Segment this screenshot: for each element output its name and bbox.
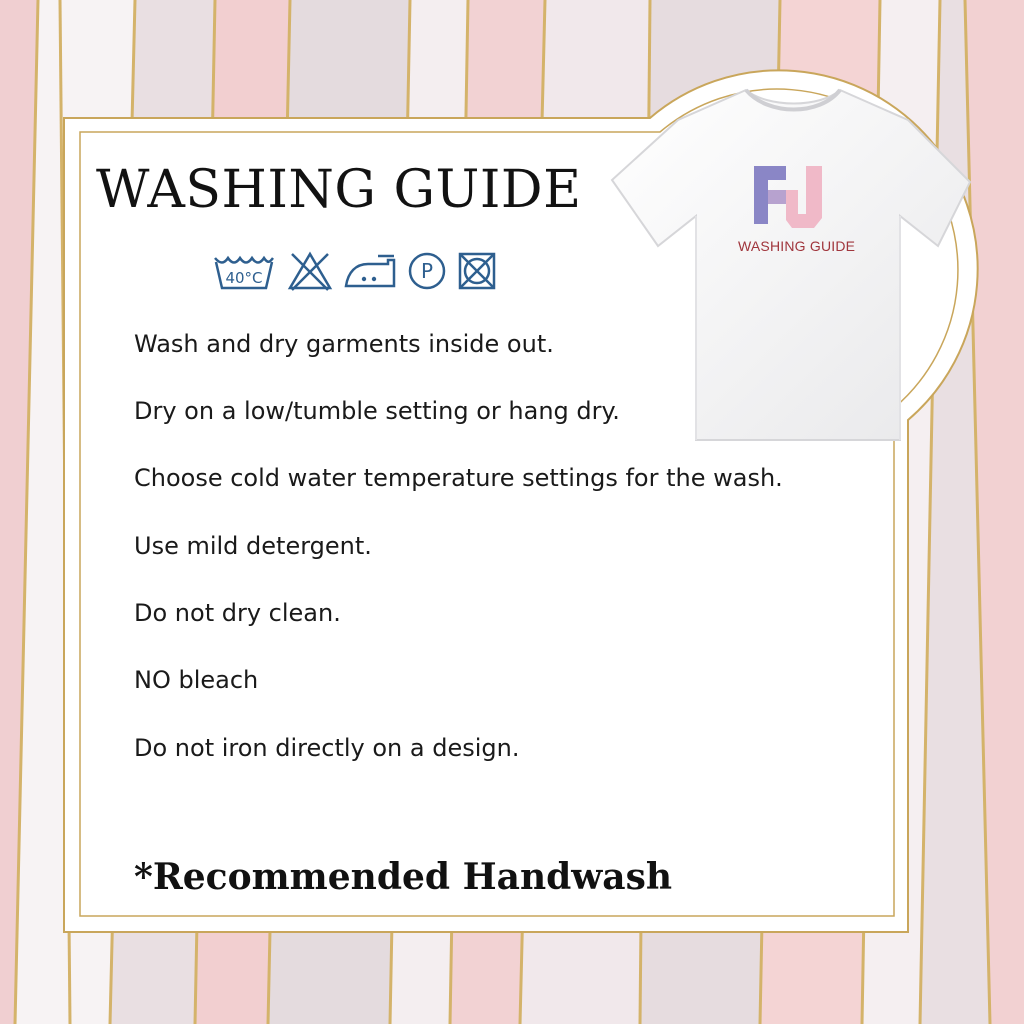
svg-text:P: P [420, 259, 434, 283]
instruction-item: NO bleach [134, 666, 259, 694]
instruction-item: Choose cold water temperature settings for the wash. [134, 464, 783, 492]
instruction-item: Wash and dry garments inside out. [134, 330, 554, 358]
tshirt-image [608, 86, 976, 446]
dry-clean-p-icon [406, 250, 448, 292]
page-title: WASHING GUIDE [96, 160, 582, 220]
instruction-item: Do not iron directly on a design. [134, 734, 520, 762]
svg-text:40°C: 40°C [225, 269, 263, 287]
instruction-item: Dry on a low/tumble setting or hang dry. [134, 397, 620, 425]
instruction-item: Use mild detergent. [134, 532, 372, 560]
instruction-item: Do not dry clean. [134, 599, 341, 627]
care-symbols [212, 250, 502, 292]
no-bleach-icon [286, 250, 334, 292]
iron-low-icon [342, 250, 398, 292]
wash-40c-icon [212, 250, 276, 292]
no-tumble-dry-icon [456, 250, 498, 292]
shirt-print-text: WASHING GUIDE [738, 238, 856, 254]
recommendation-note: *Recommended Handwash [134, 856, 673, 898]
